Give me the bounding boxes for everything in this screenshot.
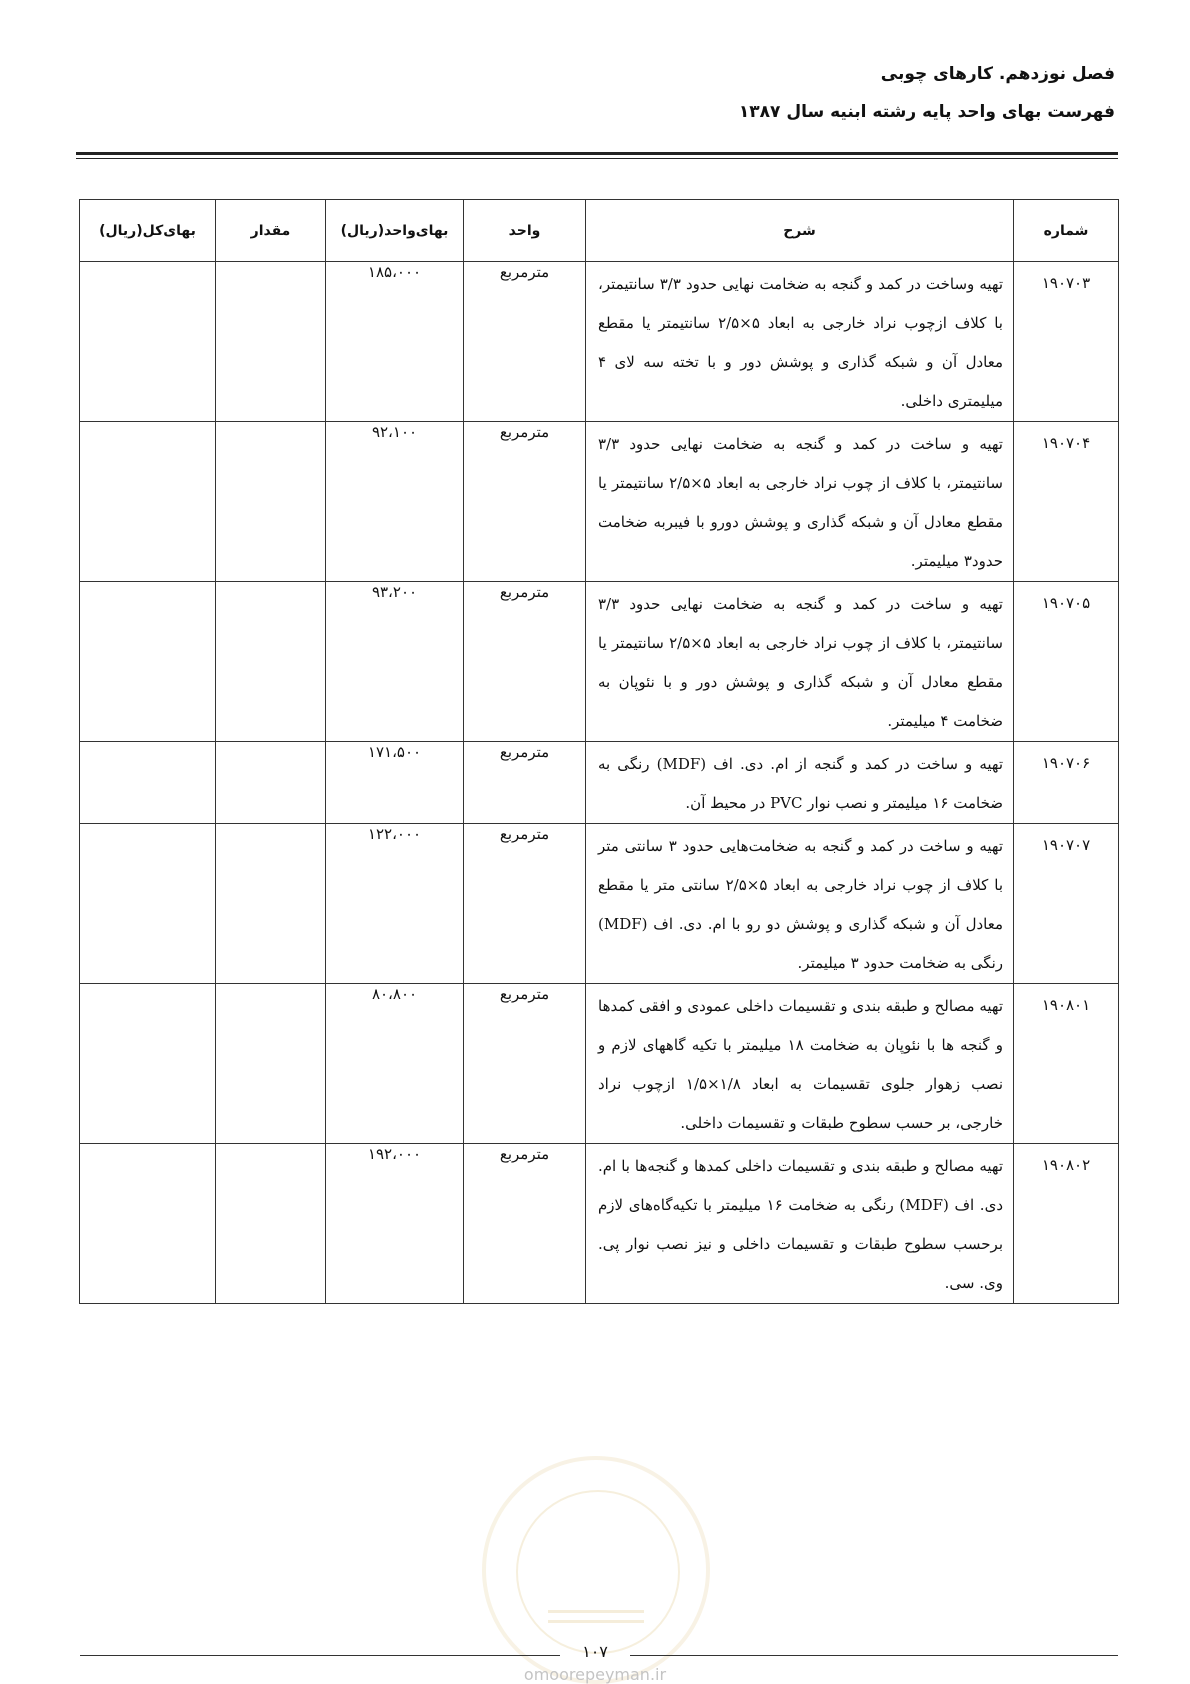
table-row — [80, 984, 1119, 1144]
item-number: ۱۹۰۸۰۱ — [1014, 984, 1119, 1144]
column-header-description: شرح — [586, 200, 1014, 262]
table-row — [80, 262, 1119, 422]
item-quantity — [216, 582, 326, 742]
table-row — [80, 582, 1119, 742]
item-number: ۱۹۰۷۰۳ — [1014, 262, 1119, 422]
price-list-table — [79, 199, 1119, 1304]
header-rule-thick — [76, 152, 1118, 155]
item-unit: مترمربع — [464, 582, 586, 742]
column-header-unit: واحد — [464, 200, 586, 262]
item-unit: مترمربع — [464, 1144, 586, 1304]
footer-rule-right — [630, 1655, 1118, 1656]
item-quantity — [216, 742, 326, 824]
item-unit-price: ۹۲،۱۰۰ — [326, 422, 464, 582]
item-description: تهیه وساخت در کمد و گنجه به ضخامت نهایی حدود ۳/۳ سانتیمتر، با کلاف ازچوب نراد خارجی به ابعاد ۵×۲/۵ سانتیمتر یا مقطع معادل آن و شبکه گذاری و پوشش دور و با تخته سه لای ۴ میلیمتری داخلی. — [586, 262, 1014, 422]
seal-line — [548, 1610, 644, 1613]
item-unit-price: ۱۹۲،۰۰۰ — [326, 1144, 464, 1304]
column-header-number: شماره — [1014, 200, 1119, 262]
footer-rule-left — [80, 1655, 560, 1656]
item-unit: مترمربع — [464, 824, 586, 984]
item-number: ۱۹۰۸۰۲ — [1014, 1144, 1119, 1304]
item-total-price — [80, 422, 216, 582]
item-unit: مترمربع — [464, 262, 586, 422]
item-number: ۱۹۰۷۰۷ — [1014, 824, 1119, 984]
item-description: تهیه و ساخت در کمد و گنجه به ضخامت نهایی حدود ۳/۳ سانتیمتر، با کلاف از چوب نراد خارجی به ابعاد ۵×۲/۵ سانتیمتر یا مقطع معادل آن و شبکه گذاری و پوشش دورو با فیبربه ضخامت حدود۳ میلیمتر. — [586, 422, 1014, 582]
item-unit-price: ۸۰،۸۰۰ — [326, 984, 464, 1144]
table-header-row — [80, 200, 1119, 262]
item-unit-price: ۱۷۱،۵۰۰ — [326, 742, 464, 824]
item-unit-price: ۱۸۵،۰۰۰ — [326, 262, 464, 422]
item-quantity — [216, 824, 326, 984]
item-description: تهیه مصالح و طبقه بندی و تقسیمات داخلی کمدها و گنجه‌ها با ام. دی. اف (MDF) رنگی به ضخامت ۱۶ میلیمتر با تکیه‌گاه‌های لازم برحسب سطوح طبقات و تقسیمات داخلی و نیز نصب نوار پی. وی. سی. — [586, 1144, 1014, 1304]
item-description: تهیه مصالح و طبقه بندی و تقسیمات داخلی عمودی و افقی کمدها و گنجه ها با نئوپان به ضخامت ۱۸ میلیمتر با تکیه گاههای لازم و نصب زهوار جلوی تقسیمات به ابعاد ۱/۸×۱/۵ ازچوب نراد خارجی، بر حسب سطوح طبقات و تقسیمات داخلی. — [586, 984, 1014, 1144]
item-description: تهیه و ساخت در کمد و گنجه به ضخامت نهایی حدود ۳/۳ سانتیمتر، با کلاف از چوب نراد خارجی به ابعاد ۵×۲/۵ سانتیمتر یا مقطع معادل آن و شبکه گذاری و پوشش دور و با نئوپان به ضخامت ۴ میلیمتر. — [586, 582, 1014, 742]
item-quantity — [216, 1144, 326, 1304]
item-total-price — [80, 1144, 216, 1304]
item-number: ۱۹۰۷۰۴ — [1014, 422, 1119, 582]
table-row — [80, 742, 1119, 824]
table-row — [80, 1144, 1119, 1304]
seal-line — [548, 1620, 644, 1623]
item-unit: مترمربع — [464, 422, 586, 582]
item-total-price — [80, 262, 216, 422]
column-header-quantity: مقدار — [216, 200, 326, 262]
chapter-title: فصل نوزدهم. کارهای چوبی — [880, 64, 1115, 84]
item-total-price — [80, 984, 216, 1144]
seal-inner-ring — [516, 1490, 680, 1654]
item-description: تهیه و ساخت در کمد و گنجه از ام. دی. اف (MDF) رنگی به ضخامت ۱۶ میلیمتر و نصب نوار PVC در محیط آن. — [586, 742, 1014, 824]
item-number: ۱۹۰۷۰۵ — [1014, 582, 1119, 742]
watermark-url: omoorepeyman.ir — [523, 1665, 667, 1684]
table-row — [80, 422, 1119, 582]
header-rule-thin — [76, 158, 1118, 159]
item-unit-price: ۱۲۲،۰۰۰ — [326, 824, 464, 984]
page-header — [739, 62, 1115, 124]
item-total-price — [80, 582, 216, 742]
column-header-total-price: بهای‌کل(ریال) — [80, 200, 216, 262]
item-unit-price: ۹۳،۲۰۰ — [326, 582, 464, 742]
document-subtitle: فهرست بهای واحد پایه رشته ابنیه سال ۱۳۸۷ — [738, 102, 1115, 122]
item-description: تهیه و ساخت در کمد و گنجه به ضخامت‌هایی حدود ۳ سانتی متر با کلاف از چوب نراد خارجی به ابعاد ۵×۲/۵ سانتی متر یا مقطع معادل آن و شبکه گذاری و پوشش دو رو با ام. دی. اف (MDF) رنگی به ضخامت حدود ۳ میلیمتر. — [586, 824, 1014, 984]
item-total-price — [80, 742, 216, 824]
item-quantity — [216, 984, 326, 1144]
item-unit: مترمربع — [464, 984, 586, 1144]
item-quantity — [216, 422, 326, 582]
item-quantity — [216, 262, 326, 422]
item-unit: مترمربع — [464, 742, 586, 824]
column-header-unit-price: بهای‌واحد(ریال) — [326, 200, 464, 262]
item-number: ۱۹۰۷۰۶ — [1014, 742, 1119, 824]
item-total-price — [80, 824, 216, 984]
page-number: ۱۰۷ — [582, 1642, 608, 1661]
table-row — [80, 824, 1119, 984]
